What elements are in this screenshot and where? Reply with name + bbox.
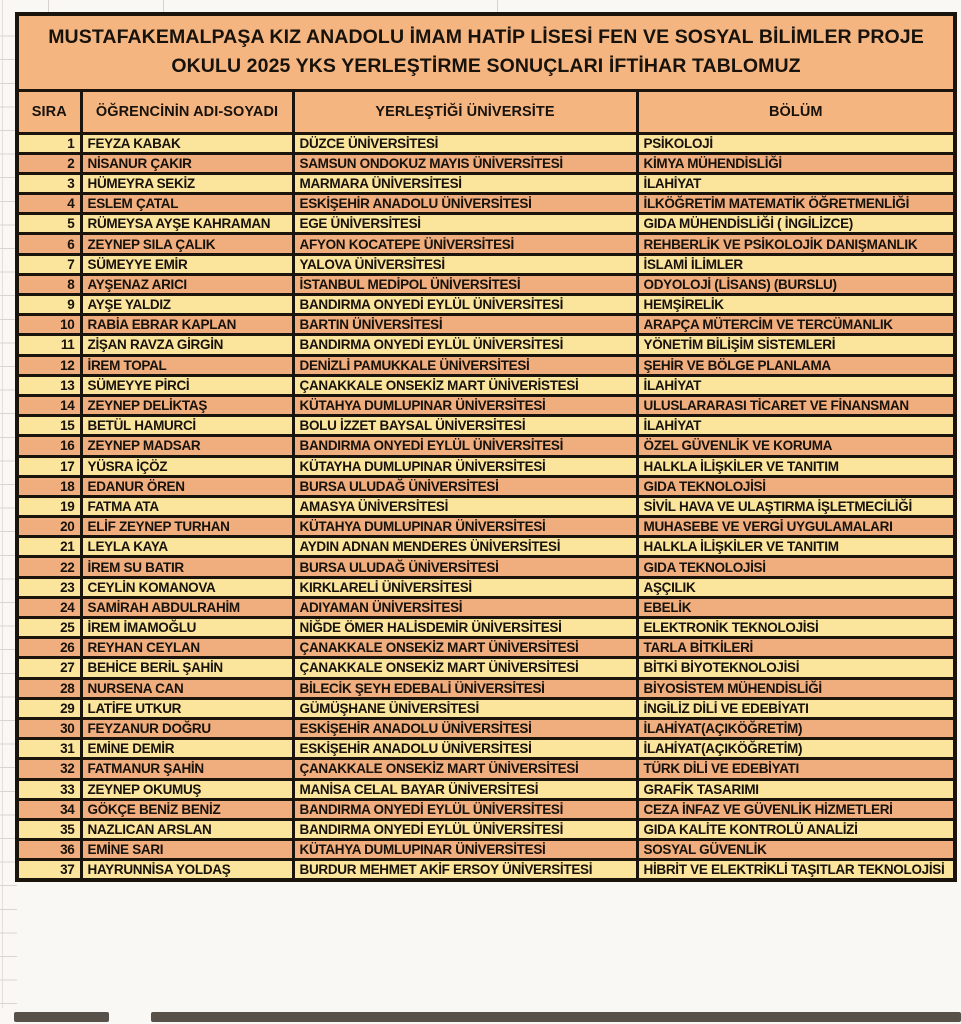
department-cell: İLAHİYAT(AÇIKÖĞRETİM) <box>637 739 955 759</box>
table-row <box>17 416 955 436</box>
rank-cell: 12 <box>17 355 81 375</box>
department-cell: GRAFİK TASARIMI <box>637 779 955 799</box>
rank-cell: 4 <box>17 194 81 214</box>
university-cell: ESKİŞEHİR ANADOLU ÜNİVERSİTESİ <box>293 718 637 738</box>
department-cell: TARLA BİTKİLERİ <box>637 638 955 658</box>
university-cell: BURSA ULUDAĞ ÜNİVERSİTESİ <box>293 476 637 496</box>
rank-cell: 26 <box>17 638 81 658</box>
table-row <box>17 295 955 315</box>
table-row <box>17 456 955 476</box>
university-cell: BANDIRMA ONYEDİ EYLÜL ÜNİVERSİTESİ <box>293 295 637 315</box>
department-cell: ULUSLARARASI TİCARET VE FİNANSMAN <box>637 395 955 415</box>
department-cell: YÖNETİM BİLİŞİM SİSTEMLERİ <box>637 335 955 355</box>
department-cell: KİMYA MÜHENDİSLİĞİ <box>637 153 955 173</box>
title-row <box>17 14 955 90</box>
table-row <box>17 759 955 779</box>
table-row <box>17 840 955 860</box>
university-cell: AMASYA ÜNİVERSİTESİ <box>293 496 637 516</box>
university-cell: KIRKLARELİ ÜNİVERSİTESİ <box>293 577 637 597</box>
department-cell: HEMŞİRELİK <box>637 295 955 315</box>
department-cell: İLAHİYAT <box>637 173 955 193</box>
department-cell: GIDA TEKNOLOJİSİ <box>637 476 955 496</box>
rank-cell: 19 <box>17 496 81 516</box>
university-cell: ÇANAKKALE ONSEKİZ MART ÜNİVERSİTESİ <box>293 658 637 678</box>
rank-cell: 36 <box>17 840 81 860</box>
table-row <box>17 214 955 234</box>
university-cell: YALOVA ÜNİVERSİTESİ <box>293 254 637 274</box>
department-cell: ARAPÇA MÜTERCİM VE TERCÜMANLIK <box>637 315 955 335</box>
university-cell: BURDUR MEHMET AKİF ERSOY ÜNİVERSİTESİ <box>293 860 637 880</box>
rank-cell: 3 <box>17 173 81 193</box>
table-row <box>17 860 955 880</box>
table-row <box>17 355 955 375</box>
university-cell: KÜTAHYA DUMLUPINAR ÜNİVERSİTESİ <box>293 517 637 537</box>
department-cell: GIDA KALİTE KONTROLÜ ANALİZİ <box>637 819 955 839</box>
placement-results-table <box>15 12 957 882</box>
department-cell: İSLAMİ İLİMLER <box>637 254 955 274</box>
table-row <box>17 537 955 557</box>
department-cell: BİYOSİSTEM MÜHENDİSLİĞİ <box>637 678 955 698</box>
student-name-cell: EMİNE DEMİR <box>81 739 293 759</box>
department-cell: GIDA MÜHENDİSLİĞİ ( İNGİLİZCE) <box>637 214 955 234</box>
department-cell: İNGİLİZ DİLİ VE EDEBİYATI <box>637 698 955 718</box>
student-name-cell: İREM İMAMOĞLU <box>81 618 293 638</box>
student-name-cell: EDANUR ÖREN <box>81 476 293 496</box>
rank-cell: 8 <box>17 274 81 294</box>
student-name-cell: HÜMEYRA SEKİZ <box>81 173 293 193</box>
rank-cell: 11 <box>17 335 81 355</box>
rank-cell: 32 <box>17 759 81 779</box>
student-name-cell: AYŞE YALDIZ <box>81 295 293 315</box>
university-cell: MANİSA CELAL BAYAR ÜNİVERSİTESİ <box>293 779 637 799</box>
rank-cell: 34 <box>17 799 81 819</box>
student-name-cell: BETÜL HAMURCİ <box>81 416 293 436</box>
university-cell: KÜTAYHA DUMLUPINAR ÜNİVERSİTESİ <box>293 456 637 476</box>
rank-cell: 17 <box>17 456 81 476</box>
student-name-cell: HAYRUNNİSA YOLDAŞ <box>81 860 293 880</box>
student-name-cell: YÜSRA İÇÖZ <box>81 456 293 476</box>
university-cell: KÜTAHYA DUMLUPINAR ÜNİVERSİTESİ <box>293 395 637 415</box>
rank-cell: 15 <box>17 416 81 436</box>
university-cell: BANDIRMA ONYEDİ EYLÜL ÜNİVERSİTESİ <box>293 436 637 456</box>
university-cell: KÜTAHYA DUMLUPINAR ÜNİVERSİTESİ <box>293 840 637 860</box>
student-name-cell: İREM SU BATIR <box>81 557 293 577</box>
student-name-cell: RABİA EBRAR KAPLAN <box>81 315 293 335</box>
university-cell: MARMARA ÜNİVERSİTESİ <box>293 173 637 193</box>
university-cell: BANDIRMA ONYEDİ EYLÜL ÜNİVERSİTESİ <box>293 799 637 819</box>
university-cell: ÇANAKKALE ONSEKİZ MART ÜNİVERİSTESİ <box>293 375 637 395</box>
table-row <box>17 173 955 193</box>
student-name-cell: CEYLİN KOMANOVA <box>81 577 293 597</box>
student-name-cell: FATMANUR ŞAHİN <box>81 759 293 779</box>
department-cell: İLAHİYAT <box>637 375 955 395</box>
rank-cell: 6 <box>17 234 81 254</box>
rank-cell: 31 <box>17 739 81 759</box>
university-cell: ÇANAKKALE ONSEKİZ MART ÜNİVERSİTESİ <box>293 759 637 779</box>
student-name-cell: FATMA ATA <box>81 496 293 516</box>
department-cell: EBELİK <box>637 597 955 617</box>
student-name-cell: ZEYNEP MADSAR <box>81 436 293 456</box>
university-cell: SAMSUN ONDOKUZ MAYIS ÜNİVERSİTESİ <box>293 153 637 173</box>
student-name-cell: BEHİCE BERİL ŞAHİN <box>81 658 293 678</box>
department-cell: SİVİL HAVA VE ULAŞTIRMA İŞLETMECİLİĞİ <box>637 496 955 516</box>
student-name-cell: NAZLICAN ARSLAN <box>81 819 293 839</box>
table-row <box>17 779 955 799</box>
student-name-cell: LEYLA KAYA <box>81 537 293 557</box>
student-name-cell: ESLEM ÇATAL <box>81 194 293 214</box>
student-name-cell: SÜMEYYE EMİR <box>81 254 293 274</box>
student-name-cell: NURSENA CAN <box>81 678 293 698</box>
rank-cell: 1 <box>17 133 81 153</box>
department-cell: ELEKTRONİK TEKNOLOJİSİ <box>637 618 955 638</box>
student-name-cell: EMİNE SARI <box>81 840 293 860</box>
university-cell: BARTIN ÜNİVERSİTESİ <box>293 315 637 335</box>
rank-cell: 18 <box>17 476 81 496</box>
rank-cell: 10 <box>17 315 81 335</box>
student-name-cell: SAMİRAH ABDULRAHİM <box>81 597 293 617</box>
table-row <box>17 557 955 577</box>
rank-cell: 35 <box>17 819 81 839</box>
university-cell: ESKİŞEHİR ANADOLU ÜNİVERSİTESİ <box>293 739 637 759</box>
rank-cell: 22 <box>17 557 81 577</box>
column-header-bolum: BÖLÜM <box>637 90 955 133</box>
rank-cell: 16 <box>17 436 81 456</box>
university-cell: GÜMÜŞHANE ÜNİVERSİTESİ <box>293 698 637 718</box>
column-header-university: YERLEŞTİĞİ ÜNİVERSİTE <box>293 90 637 133</box>
table-title: MUSTAFAKEMALPAŞA KIZ ANADOLU İMAM HATİP LİSESİ FEN VE SOSYAL BİLİMLER PROJE OKULU 2025 YKS YERLEŞTİRME SONUÇLARI İFTİHAR TABLOMUZ <box>17 14 955 90</box>
table-row <box>17 436 955 456</box>
column-header-name: ÖĞRENCİNİN ADI-SOYADI <box>81 90 293 133</box>
department-cell: HİBRİT VE ELEKTRİKLİ TAŞITLAR TEKNOLOJİSİ <box>637 860 955 880</box>
department-cell: BİTKİ BİYOTEKNOLOJİSİ <box>637 658 955 678</box>
table-row <box>17 335 955 355</box>
table-row <box>17 718 955 738</box>
student-name-cell: ZİŞAN RAVZA GİRGİN <box>81 335 293 355</box>
student-name-cell: GÖKÇE BENİZ BENİZ <box>81 799 293 819</box>
university-cell: ADIYAMAN ÜNİVERSİTESİ <box>293 597 637 617</box>
university-cell: BOLU İZZET BAYSAL ÜNİVERSİTESİ <box>293 416 637 436</box>
student-name-cell: LATİFE UTKUR <box>81 698 293 718</box>
department-cell: HALKLA İLİŞKİLER VE TANITIM <box>637 456 955 476</box>
department-cell: AŞÇILIK <box>637 577 955 597</box>
department-cell: MUHASEBE VE VERGİ UYGULAMALARI <box>637 517 955 537</box>
rank-cell: 24 <box>17 597 81 617</box>
student-name-cell: ZEYNEP DELİKTAŞ <box>81 395 293 415</box>
university-cell: ÇANAKKALE ONSEKİZ MART ÜNİVERSİTESİ <box>293 638 637 658</box>
department-cell: PSİKOLOJİ <box>637 133 955 153</box>
student-name-cell: FEYZA KABAK <box>81 133 293 153</box>
department-cell: CEZA İNFAZ VE GÜVENLİK HİZMETLERİ <box>637 799 955 819</box>
rank-cell: 13 <box>17 375 81 395</box>
department-cell: ŞEHİR VE BÖLGE PLANLAMA <box>637 355 955 375</box>
table-row <box>17 496 955 516</box>
university-cell: BİLECİK ŞEYH EDEBALİ ÜNİVERSİTESİ <box>293 678 637 698</box>
university-cell: İSTANBUL MEDİPOL ÜNİVERSİTESİ <box>293 274 637 294</box>
rank-cell: 14 <box>17 395 81 415</box>
rank-cell: 30 <box>17 718 81 738</box>
rank-cell: 25 <box>17 618 81 638</box>
student-name-cell: RÜMEYSA AYŞE KAHRAMAN <box>81 214 293 234</box>
student-name-cell: AYŞENAZ ARICI <box>81 274 293 294</box>
table-row <box>17 234 955 254</box>
rank-cell: 7 <box>17 254 81 274</box>
table-row <box>17 597 955 617</box>
university-cell: ESKİŞEHİR ANADOLU ÜNİVERSİTESİ <box>293 194 637 214</box>
table-row <box>17 395 955 415</box>
student-name-cell: ZEYNEP SILA ÇALIK <box>81 234 293 254</box>
column-header-row <box>17 90 955 133</box>
student-name-cell: İREM TOPAL <box>81 355 293 375</box>
rank-cell: 37 <box>17 860 81 880</box>
university-cell: AFYON KOCATEPE ÜNİVERSİTESİ <box>293 234 637 254</box>
student-name-cell: NİSANUR ÇAKIR <box>81 153 293 173</box>
rank-cell: 28 <box>17 678 81 698</box>
table-row <box>17 517 955 537</box>
table-row <box>17 194 955 214</box>
rank-cell: 21 <box>17 537 81 557</box>
department-cell: ÖZEL GÜVENLİK VE KORUMA <box>637 436 955 456</box>
student-name-cell: FEYZANUR DOĞRU <box>81 718 293 738</box>
table-row <box>17 698 955 718</box>
student-name-cell: SÜMEYYE PİRCİ <box>81 375 293 395</box>
student-name-cell: ELİF ZEYNEP TURHAN <box>81 517 293 537</box>
table-row <box>17 799 955 819</box>
rank-cell: 5 <box>17 214 81 234</box>
university-cell: BANDIRMA ONYEDİ EYLÜL ÜNİVERSİTESİ <box>293 819 637 839</box>
university-cell: AYDIN ADNAN MENDERES ÜNİVERSİTESİ <box>293 537 637 557</box>
table-row <box>17 274 955 294</box>
table-row <box>17 476 955 496</box>
university-cell: EGE ÜNİVERSİTESİ <box>293 214 637 234</box>
table-row <box>17 315 955 335</box>
university-cell: NİĞDE ÖMER HALİSDEMİR ÜNİVERSİTESİ <box>293 618 637 638</box>
department-cell: İLAHİYAT <box>637 416 955 436</box>
rank-cell: 20 <box>17 517 81 537</box>
table-row <box>17 739 955 759</box>
table-row <box>17 133 955 153</box>
department-cell: SOSYAL GÜVENLİK <box>637 840 955 860</box>
university-cell: DÜZCE ÜNİVERSİTESİ <box>293 133 637 153</box>
department-cell: HALKLA İLİŞKİLER VE TANITIM <box>637 537 955 557</box>
table-row <box>17 254 955 274</box>
university-cell: BANDIRMA ONYEDİ EYLÜL ÜNİVERSİTESİ <box>293 335 637 355</box>
department-cell: İLKÖĞRETİM MATEMATİK ÖĞRETMENLİĞİ <box>637 194 955 214</box>
table-row <box>17 375 955 395</box>
rank-cell: 9 <box>17 295 81 315</box>
rank-cell: 27 <box>17 658 81 678</box>
table-row <box>17 618 955 638</box>
rank-cell: 23 <box>17 577 81 597</box>
table-row <box>17 678 955 698</box>
department-cell: ODYOLOJİ (LİSANS) (BURSLU) <box>637 274 955 294</box>
university-cell: DENİZLİ PAMUKKALE ÜNİVERSİTESİ <box>293 355 637 375</box>
table-row <box>17 577 955 597</box>
department-cell: GIDA TEKNOLOJİSİ <box>637 557 955 577</box>
table-row <box>17 658 955 678</box>
table-row <box>17 153 955 173</box>
department-cell: TÜRK DİLİ VE EDEBİYATI <box>637 759 955 779</box>
rank-cell: 29 <box>17 698 81 718</box>
student-name-cell: ZEYNEP OKUMUŞ <box>81 779 293 799</box>
table-row <box>17 638 955 658</box>
student-name-cell: REYHAN CEYLAN <box>81 638 293 658</box>
rank-cell: 33 <box>17 779 81 799</box>
bottom-edge-bar-left <box>14 1012 109 1022</box>
column-header-sira: SIRA <box>17 90 81 133</box>
department-cell: İLAHİYAT(AÇIKÖĞRETİM) <box>637 718 955 738</box>
table-row <box>17 819 955 839</box>
university-cell: BURSA ULUDAĞ ÜNİVERSİTESİ <box>293 557 637 577</box>
rank-cell: 2 <box>17 153 81 173</box>
bottom-edge-bar-right <box>151 1012 961 1022</box>
department-cell: REHBERLİK VE PSİKOLOJİK DANIŞMANLIK <box>637 234 955 254</box>
